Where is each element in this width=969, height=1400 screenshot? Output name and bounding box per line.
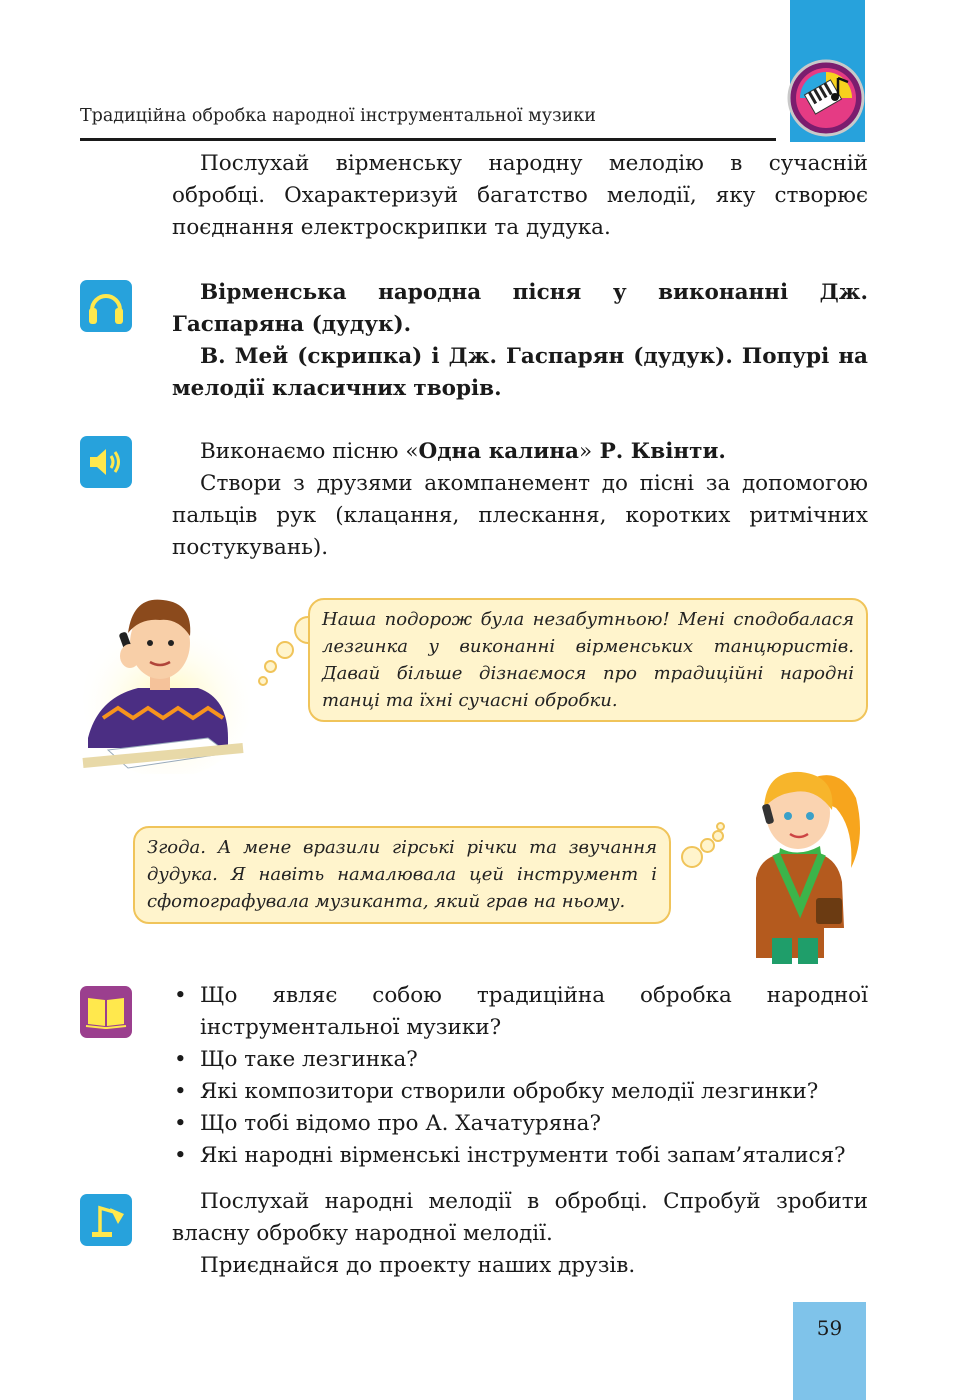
list-item: • Які композитори створили обробку мелодії лезгинки? — [172, 1076, 868, 1108]
listening-item-1: Вірменська народна пісня у виконанні Дж. Гаспаряна (дудук). — [172, 280, 868, 337]
list-item: • Які народні вірменські інструменти тобі запам’яталися? — [172, 1140, 868, 1172]
song-title: Одна калина — [418, 439, 579, 464]
page-number: 59 — [816, 1316, 843, 1340]
singing-task: Створи з друзями акомпанемент до пісні за допомогою пальців рук (клацання, плескання, коротких ритмічних постукувань). — [172, 471, 868, 560]
boy-illustration — [78, 588, 250, 774]
thought-dot — [681, 846, 703, 868]
running-header: Традиційна обробка народної інструментальної музики — [80, 106, 596, 126]
speaker-icon — [80, 436, 132, 488]
book-icon — [80, 986, 132, 1038]
listening-item-2: В. Мей (скрипка) і Дж. Гаспарян (дудук). Попурі на мелодії класичних творів. — [172, 344, 868, 401]
thought-dot — [712, 830, 724, 842]
music-emblem-icon — [786, 58, 866, 138]
creative-task-paragraph: Послухай народні мелодії в обробці. Спробуй зробити власну обробку народної мелодії. — [172, 1189, 868, 1246]
lamp-icon — [80, 1194, 132, 1246]
thought-dot — [276, 641, 294, 659]
headphones-icon — [80, 280, 132, 332]
list-item: • Що тобі відомо про А. Хачатуряна? — [172, 1108, 868, 1140]
singing-lead: Виконаємо пісню «Одна калина» Р. Квінти. — [200, 439, 726, 464]
thought-dot — [258, 676, 268, 686]
header-rule — [80, 138, 776, 141]
thought-dot — [716, 822, 725, 831]
girl-illustration — [736, 758, 868, 964]
song-author: Р. Квінти. — [592, 439, 726, 464]
boy-speech-bubble: Наша подорож була незабутньою! Мені сподобалася лезгинка у виконанні вірменських танцюристів. Давай більше дізнаємося про традиційні народні танці та їхні сучасні обробки. — [308, 598, 868, 722]
questions-list — [172, 980, 868, 1172]
listen-intro-paragraph: Послухай вірменську народну мелодію в сучасній обробці. Охарактеризуй багатство мелодії, яку створює поєднання електроскрипки та дудука. — [172, 151, 868, 240]
thought-dot — [264, 660, 277, 673]
list-item: • Що являє собою традиційна обробка народної інструментальної музики? — [172, 980, 868, 1044]
creative-invite-paragraph: Приєднайся до проекту наших друзів. — [200, 1253, 636, 1278]
list-item: • Що таке лезгинка? — [172, 1044, 868, 1076]
thought-dot — [700, 838, 715, 853]
girl-speech-bubble: Згода. А мене вразили гірські річки та звучання дудука. Я навіть намалювала цей інструмент і сфотографувала музиканта, який грав на ньому. — [133, 826, 671, 924]
